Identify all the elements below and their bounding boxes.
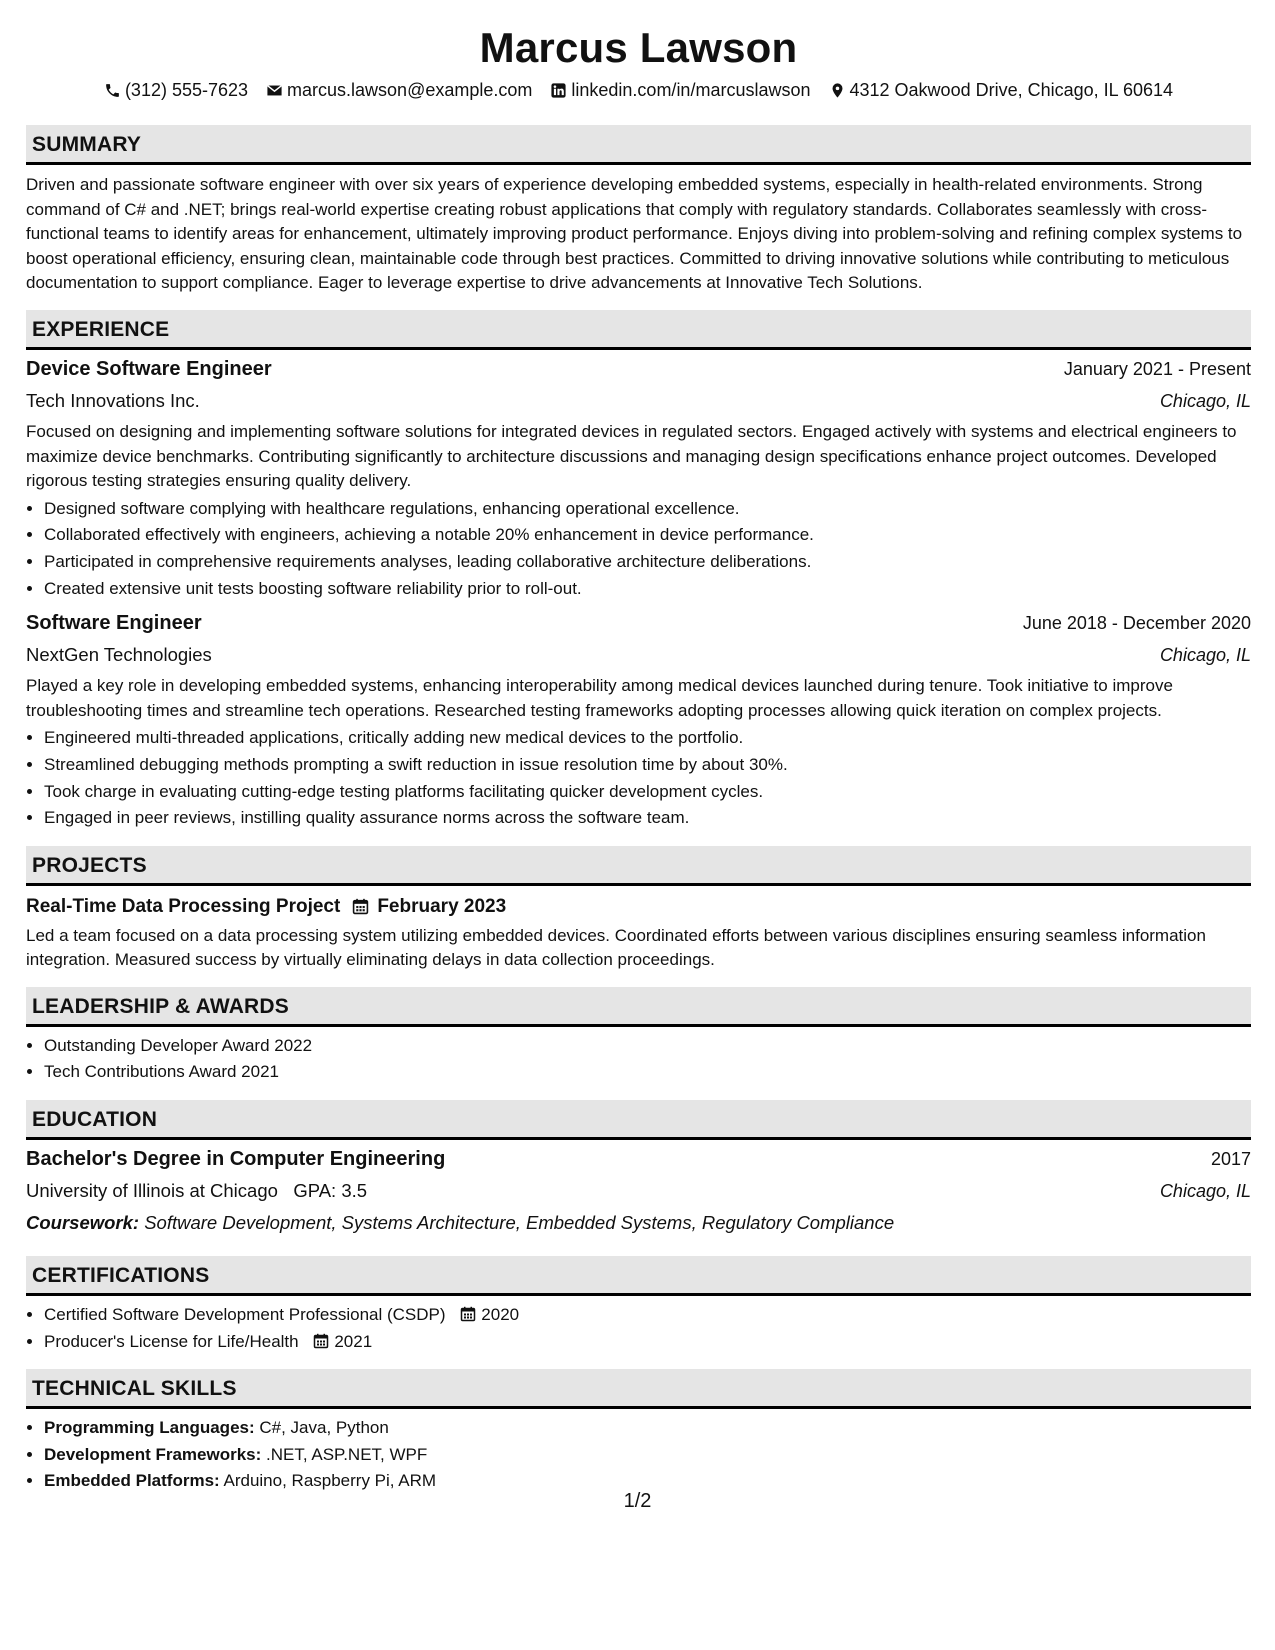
job-entry [26, 354, 1251, 602]
project-date: February 2023 [377, 895, 507, 917]
coursework [26, 1207, 1251, 1238]
contact-bar [26, 78, 1251, 102]
section-heading: LEADERSHIP & AWARDS [26, 987, 1251, 1027]
candidate-name: Marcus Lawson [479, 24, 798, 71]
awards-section [26, 987, 1251, 1086]
certification-year: 2020 [481, 1305, 520, 1325]
section-heading: TECHNICAL SKILLS [26, 1369, 1251, 1409]
section-heading: CERTIFICATIONS [26, 1256, 1251, 1296]
list-item: • Participated in comprehensive requirements analyses, leading collaborative architecture deliberations. [44, 549, 1251, 576]
list-item: • Streamlined debugging methods prompting a swift reduction in issue resolution time by about 30%. [44, 752, 1251, 779]
skill-label: Development Frameworks: [44, 1444, 262, 1464]
list-item: • Outstanding Developer Award 2022 [44, 1033, 1251, 1060]
job-location: Chicago, IL [1159, 645, 1251, 666]
list-item: • Designed software complying with healthcare regulations, enhancing operational excellence. [44, 496, 1251, 523]
certification-name: Producer's License for Life/Health [44, 1331, 299, 1351]
coursework-list: Software Development, Systems Architecture, Embedded Systems, Regulatory Compliance [144, 1212, 895, 1234]
job-dates: June 2018 - December 2020 [1022, 613, 1251, 634]
contact-phone [104, 78, 248, 102]
skill-value: C#, Java, Python [259, 1418, 389, 1438]
calendar-icon [313, 1333, 329, 1349]
linkedin-icon [550, 82, 567, 99]
list-item: • Engineered multi-threaded applications, critically adding new medical devices to the portfolio. [44, 725, 1251, 752]
skill-value: .NET, ASP.NET, WPF [266, 1444, 428, 1464]
page-number: 1/2 [623, 1490, 652, 1512]
skill-value: Arduino, Raspberry Pi, ARM [223, 1471, 437, 1491]
summary-section [26, 125, 1251, 296]
calendar-icon [352, 898, 369, 915]
experience-section [26, 310, 1251, 832]
certifications-section [26, 1256, 1251, 1355]
project-entry [26, 892, 1251, 922]
job-dates: January 2021 - Present [1063, 358, 1251, 379]
list-item: • Engaged in peer reviews, instilling quality assurance norms across the software team. [44, 805, 1251, 832]
list-item [44, 1415, 1251, 1442]
awards-list [26, 1033, 1251, 1086]
list-item [44, 1442, 1251, 1469]
list-item: • Took charge in evaluating cutting-edge testing platforms facilitating quicker development cycles. [44, 779, 1251, 806]
section-heading: PROJECTS [26, 846, 1251, 886]
section-heading: SUMMARY [26, 125, 1251, 165]
school-name: University of Illinois at Chicago [26, 1180, 278, 1202]
job-entry [26, 608, 1251, 832]
list-item: • Tech Contributions Award 2021 [44, 1059, 1251, 1086]
contact-linkedin[interactable] [550, 78, 810, 102]
list-item [44, 1329, 1251, 1356]
section-heading: EDUCATION [26, 1100, 1251, 1140]
section-heading: EXPERIENCE [26, 310, 1251, 350]
project-title: Real-Time Data Processing Project [26, 895, 341, 917]
job-title: Software Engineer [26, 612, 202, 635]
map-pin-icon [829, 82, 846, 99]
list-item: • Created extensive unit tests boosting software reliability prior to roll-out. [44, 576, 1251, 603]
resume-page [26, 0, 1251, 1495]
company-name: Tech Innovations Inc. [26, 389, 200, 411]
contact-address [829, 78, 1174, 102]
degree-title: Bachelor's Degree in Computer Engineering [26, 1148, 446, 1171]
company-name: NextGen Technologies [26, 644, 212, 666]
certifications-list [26, 1302, 1251, 1355]
job-location: Chicago, IL [1159, 390, 1251, 411]
certification-year: 2021 [334, 1331, 373, 1351]
graduation-year: 2017 [1210, 1149, 1251, 1170]
coursework-label: Coursework: [26, 1212, 140, 1234]
job-bullets [26, 496, 1251, 602]
education-section [26, 1100, 1251, 1238]
summary-text: Driven and passionate software engineer with over six years of experience developing embedded systems, especially in health-related environments. Strong command of C# and .NET; brings real-world expertise creating robust applications that comply with regulatory standards. Collaborates seamlessly with cross-functional teams to identify areas for enhancement, ultimately improving product performance. Enjoys diving into problem-solving and refining complex systems to boost operational efficiency, ensuring clean, maintainable code through best practices. Committed to driving innovative solutions while contributing to meticulous documentation to support compliance. Eager to leverage expertise to drive advancements at Innovative Tech Solutions. [26, 175, 1243, 293]
job-description: Focused on designing and implementing software solutions for integrated devices in regulated sectors. Engaged actively with systems and electrical engineers to maximize device benchmarks. Contributing significantly to architecture discussions and managing design specifications enhance project outcomes. Developed rigorous testing strategies ensuring quality delivery. [26, 421, 1237, 491]
email-text[interactable]: marcus.lawson@example.com [287, 80, 533, 100]
list-item: • Collaborated effectively with engineers, achieving a notable 20% enhancement in device performance. [44, 522, 1251, 549]
linkedin-text[interactable]: linkedin.com/in/marcuslawson [571, 80, 811, 100]
list-item [44, 1302, 1251, 1329]
skills-section [26, 1369, 1251, 1495]
projects-section [26, 846, 1251, 973]
skill-label: Programming Languages: [44, 1418, 255, 1438]
skills-list [26, 1415, 1251, 1495]
envelope-icon [266, 82, 283, 99]
gpa: GPA: 3.5 [293, 1180, 368, 1202]
phone-text: (312) 555-7623 [124, 80, 249, 100]
school-location: Chicago, IL [1159, 1181, 1251, 1202]
contact-email[interactable] [266, 78, 532, 102]
address-text: 4312 Oakwood Drive, Chicago, IL 60614 [849, 80, 1174, 100]
job-title: Device Software Engineer [26, 357, 272, 380]
certification-name: Certified Software Development Professional (CSDP) [44, 1305, 446, 1325]
skill-label: Embedded Platforms: [44, 1471, 220, 1491]
job-bullets [26, 725, 1251, 831]
project-description: Led a team focused on a data processing system utilizing embedded devices. Coordinated efforts between various disciplines ensuring seamless information integration. Measured success by virtually eliminating delays in data collection proceedings. [26, 925, 1206, 970]
phone-icon [104, 82, 121, 99]
job-description: Played a key role in developing embedded systems, enhancing interoperability among medical devices launched during tenure. Took initiative to improve troubleshooting times and streamline tech operations. Researched testing frameworks adopting processes allowing quick iteration on complex projects. [26, 676, 1173, 720]
calendar-icon [460, 1306, 476, 1322]
